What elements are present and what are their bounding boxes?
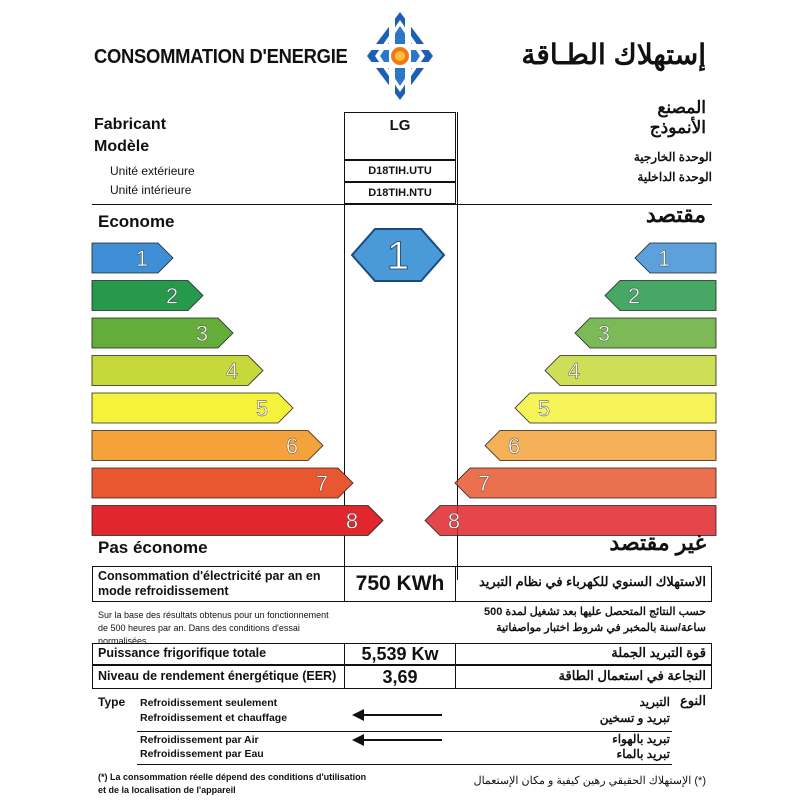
eer-value: 3,69	[344, 665, 456, 689]
eer-label-ar: النجاعة في استعمال الطاقة	[558, 668, 706, 683]
type-air-cooled: Refroidissement par Air	[140, 734, 259, 746]
arrow-left-icon	[352, 709, 442, 721]
power-label-ar: قوة التبريد الجملة	[611, 645, 706, 660]
scale-label-left: 3	[195, 321, 209, 346]
type-cooling-only: Refroidissement seulement	[140, 697, 278, 709]
rated-class-label: 1	[386, 234, 410, 278]
scale-bar-right	[635, 243, 716, 273]
eer-label: Niveau de rendement énergétique (EER)	[98, 669, 337, 683]
type-label-ar: النوع	[680, 693, 706, 708]
consumption-note-ar: حسب النتائج المتحصل عليها بعد تشغيل لمدة 500 ساعة/سنة بالمخبر في شروط اختبار مواصفاتية	[484, 606, 706, 634]
consumption-note: Sur la base des résultats obtenus pour un fonctionnement de 500 heures par an. Dans des conditions d'essai normalisées	[98, 610, 329, 646]
type-water-cooled: Refroidissement par Eau	[140, 748, 264, 760]
scale-label-right: 8	[447, 508, 461, 534]
modele-label: Modèle	[94, 138, 150, 155]
type-label: Type	[98, 695, 126, 709]
scale-label-left: 8	[345, 508, 359, 534]
indoor-label-ar: الوحدة الداخلية	[637, 170, 712, 184]
scale-label-left: 1	[135, 246, 149, 271]
scale-label-left: 5	[255, 396, 269, 421]
footnote-fr-1: (*) La consommation réelle dépend des conditions d'utilisation	[98, 772, 367, 782]
scale-label-right: 3	[597, 321, 611, 346]
scale-label-left: 2	[165, 283, 179, 309]
scale-label-right: 7	[477, 471, 491, 496]
scale-label-right: 2	[627, 283, 641, 309]
econome-label: Econome	[98, 212, 175, 231]
title-french: CONSOMMATION D'ENERGIE	[94, 46, 348, 68]
type-bottom-line	[137, 764, 672, 765]
type-cooling-heating-ar: تبريد و تسخين	[599, 711, 670, 725]
footnote-fr-2: et de la localisation de l'appareil	[98, 785, 236, 795]
fabricant-label-ar: المصنع	[657, 98, 706, 117]
title-arabic: إستهلاك الطـاقة	[521, 39, 706, 70]
pas-econome-label: Pas économe	[98, 538, 208, 557]
consumption-label: Consommation d'électricité par an en mode refroidissement	[98, 569, 321, 598]
scale-label-right: 1	[657, 246, 671, 271]
scale-bar-left	[92, 318, 233, 348]
footnote-ar: (*) الإستهلاك الحقيقي رهين كيفية و مكان الإستعمال	[473, 775, 706, 787]
scale-bar-right	[575, 318, 716, 348]
scale-label-right: 5	[537, 396, 551, 421]
scale-bar-right	[605, 281, 716, 311]
scale-label-right: 6	[507, 433, 521, 459]
fabricant-label: Fabricant	[94, 116, 167, 133]
pas-econome-label-ar: غير مقتصد	[609, 530, 706, 555]
consumption-value: 750 KWh	[344, 566, 456, 602]
type-cooling-only-ar: التبريد	[639, 695, 670, 709]
scale-bar-right	[455, 468, 716, 498]
indoor-label: Unité intérieure	[110, 183, 192, 197]
fabricant-value: LG	[344, 112, 456, 160]
scale-label-left: 6	[285, 433, 299, 459]
arrow-left-icon	[352, 734, 442, 746]
type-water-cooled-ar: تبريد بالماء	[616, 747, 670, 761]
indoor-value: D18TIH.NTU	[344, 182, 456, 204]
outdoor-label: Unité extérieure	[110, 164, 195, 178]
scale-bar-left	[92, 281, 203, 311]
power-label: Puissance frigorifique totale	[98, 646, 267, 660]
scale-bar-left	[92, 468, 353, 498]
scale-bar-left	[92, 243, 173, 273]
scale-label-left: 7	[315, 471, 329, 496]
econome-label-ar: مقتصد	[645, 202, 706, 227]
power-value: 5,539 Kw	[344, 643, 456, 665]
scale-label-right: 4	[567, 358, 581, 384]
type-arrows	[350, 705, 445, 755]
outdoor-label-ar: الوحدة الخارجية	[633, 150, 712, 164]
type-cooling-heating: Refroidissement et chauffage	[140, 712, 288, 724]
outdoor-value: D18TIH.UTU	[344, 160, 456, 182]
modele-label-ar: الأنموذج	[649, 118, 706, 137]
consumption-label-ar: الاستهلاك السنوي للكهرباء في نظام التبريد	[478, 574, 706, 589]
scale-label-left: 4	[225, 358, 239, 384]
scale-bar-left	[92, 506, 383, 536]
type-air-cooled-ar: تبريد بالهواء	[612, 732, 670, 746]
